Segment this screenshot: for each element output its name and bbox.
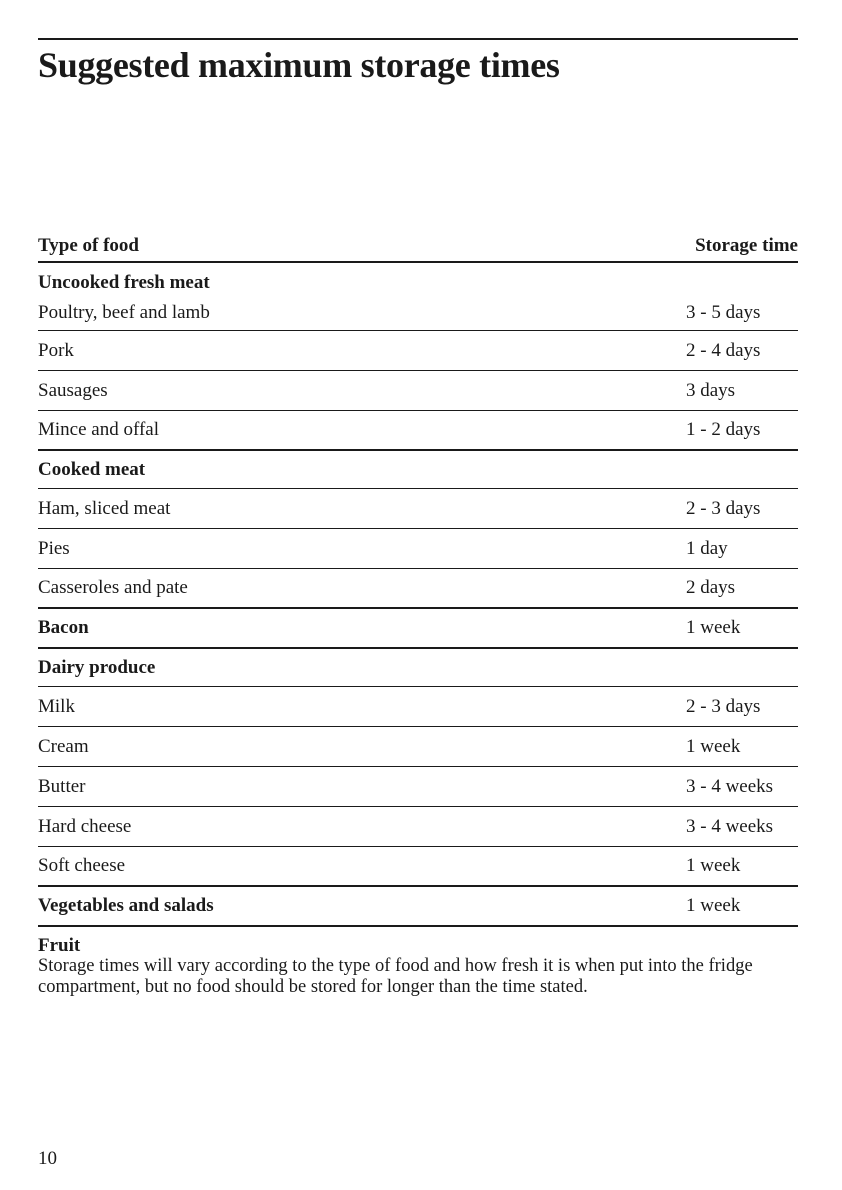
storage-time: 1 week <box>686 895 741 916</box>
food-name: Bacon <box>38 617 89 638</box>
fruit-text: Storage times will vary according to the type of food and how fresh it is when put into the fridge compartment, but no food should be stored for longer than the time stated. <box>38 956 753 997</box>
storage-time: 1 week <box>686 617 741 638</box>
food-name: Milk <box>38 695 75 717</box>
storage-time: 1 - 2 days <box>686 419 761 440</box>
table-row <box>38 331 798 371</box>
section-uncooked-title: Uncooked fresh meat <box>38 272 210 293</box>
section-title: Dairy produce <box>38 656 156 678</box>
storage-time: 1 day <box>686 537 728 559</box>
food-name: Soft cheese <box>38 855 126 876</box>
food-name: Ham, sliced meat <box>38 497 171 519</box>
table-row <box>38 727 798 767</box>
header-food: Type of food <box>38 235 139 256</box>
food-name: Pork <box>38 339 74 361</box>
food-name: Cream <box>38 735 89 757</box>
storage-table <box>38 226 798 927</box>
storage-time: 3 - 5 days <box>686 301 761 323</box>
storage-time: 3 days <box>686 379 736 401</box>
fruit-note <box>38 935 798 998</box>
table-row <box>38 371 798 411</box>
page-number: 10 <box>38 1148 57 1169</box>
food-name: Sausages <box>38 379 108 401</box>
table-row <box>38 529 798 569</box>
food-name: Poultry, beef and lamb <box>38 301 210 323</box>
food-name: Hard cheese <box>38 815 132 837</box>
page-title: Suggested maximum storage times <box>38 45 560 85</box>
storage-time: 2 days <box>686 577 736 598</box>
food-name: Butter <box>38 775 86 797</box>
storage-time: 3 - 4 weeks <box>686 815 774 837</box>
table-row <box>38 807 798 847</box>
storage-time: 2 - 4 days <box>686 339 761 361</box>
section-title: Cooked meat <box>38 458 146 480</box>
storage-time: 2 - 3 days <box>686 695 761 717</box>
food-name: Casseroles and pate <box>38 577 188 598</box>
table-row <box>38 847 798 887</box>
storage-time: 2 - 3 days <box>686 497 761 519</box>
table-row <box>38 609 798 649</box>
table-row <box>38 411 798 451</box>
food-name: Pies <box>38 537 70 559</box>
storage-time: 3 - 4 weeks <box>686 775 774 797</box>
table-row <box>38 489 798 529</box>
fruit-title: Fruit <box>38 935 81 956</box>
table-row <box>38 295 798 331</box>
table-row <box>38 687 798 727</box>
storage-time: 1 week <box>686 735 741 757</box>
section-cooked-title <box>38 451 798 489</box>
food-name: Mince and offal <box>38 419 159 440</box>
table-header <box>38 226 798 263</box>
section-dairy-title <box>38 649 798 687</box>
storage-time: 1 week <box>686 855 741 876</box>
table-row <box>38 767 798 807</box>
header-time: Storage time <box>695 235 798 256</box>
table-row <box>38 887 798 927</box>
table-row <box>38 569 798 609</box>
food-name: Vegetables and salads <box>38 895 214 916</box>
